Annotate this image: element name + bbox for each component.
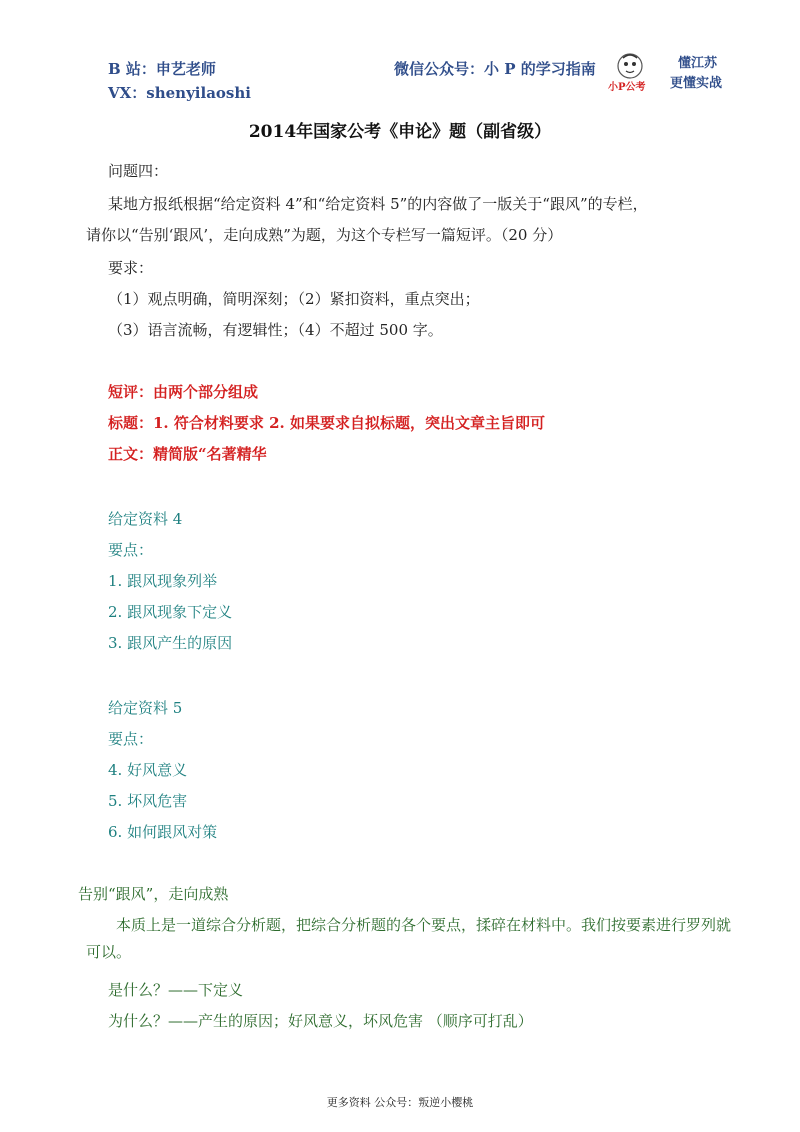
question-label: 问题四： [108,162,169,180]
material-4-title: 给定资料 4 [108,510,183,528]
footer-text: 更多资料 公众号：叛逆小樱桃 [326,1096,474,1109]
material-5-point-6: 6. 如何跟风对策 [108,823,218,841]
essay-why: 为什么？——产生的原因；好风意义，坏风危害 （顺序可打乱） [108,1012,533,1030]
material-4-point-2: 2. 跟风现象下定义 [108,603,233,621]
note-short-comment: 短评：由两个部分组成 [108,383,259,401]
essay-paragraph: 本质上是一道综合分析题，把综合分析题的各个要点，揉碎在材料中。我们按要素进行罗列就可以。 [86,916,732,961]
logo-text-left: 小P公考 [608,82,646,93]
bilibili-account: B 站：申艺老师 [108,60,216,78]
brand-logo [608,50,738,94]
logo-text-right-1: 懂江苏 [678,56,718,71]
material-5-point-4: 4. 好风意义 [108,761,188,779]
requirements-line-2: （3）语言流畅，有逻辑性；（4）不超过 500 字。 [108,321,443,339]
material-5-points-label: 要点： [108,730,154,748]
page-title: 2014年国家公考《申论》题（副省级） [248,122,552,142]
requirements-line-1: （1）观点明确，简明深刻；（2）紧扣资料，重点突出； [108,290,480,308]
requirements-label: 要求： [108,259,154,277]
material-4-points-label: 要点： [108,541,154,559]
material-5-title: 给定资料 5 [108,699,183,717]
vx-account: VX：shenyilaoshi [108,84,251,102]
essay-title: 告别“跟风”，走向成熟 [78,885,229,903]
wechat-account: 微信公众号：小 P 的学习指南 [394,60,596,78]
note-body: 正文：精简版“名著精华 [108,445,267,463]
material-4-point-1: 1. 跟风现象列举 [108,572,218,590]
note-title: 标题：1. 符合材料要求 2. 如果要求自拟标题，突出文章主旨即可 [108,414,545,432]
question-line-1: 某地方报纸根据“给定资料 4”和“给定资料 5”的内容做了一版关于“跟风”的专栏， [108,195,648,213]
material-5-point-5: 5. 坏风危害 [108,792,188,810]
logo-text-right-2: 更懂实战 [670,76,723,91]
material-4-point-3: 3. 跟风产生的原因 [108,634,233,652]
essay-what: 是什么？——下定义 [108,981,244,999]
question-line-2: 请你以“告别‘跟风’，走向成熟”为题，为这个专栏写一篇短评。（20 分） [86,226,563,244]
